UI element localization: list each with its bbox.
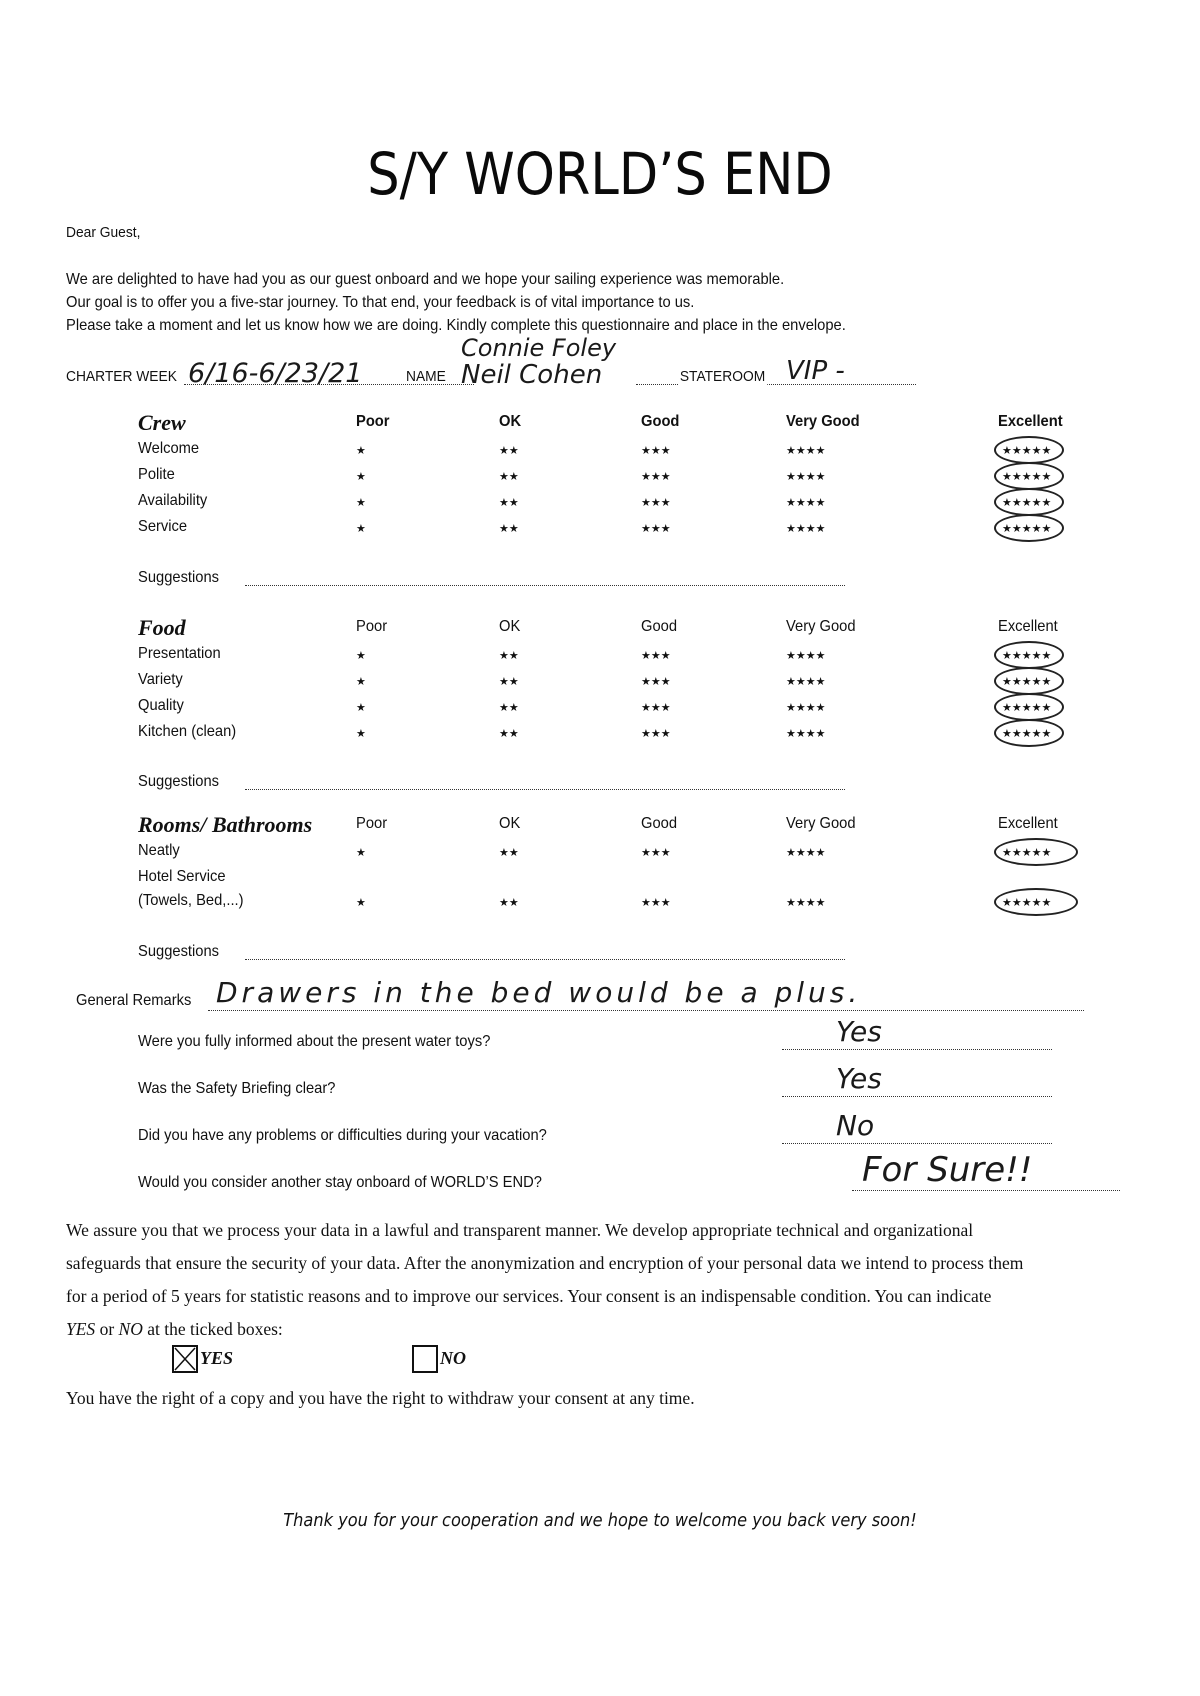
rating-option-3-star[interactable]: ★★★	[641, 650, 671, 662]
charter-week-label: CHARTER WEEK	[66, 368, 177, 385]
privacy-no-word: NO	[118, 1319, 143, 1339]
suggestions-field[interactable]	[245, 945, 845, 960]
suggestions-label: Suggestions	[138, 943, 220, 960]
selected-rating-circle	[994, 436, 1064, 464]
rating-option-2-star[interactable]: ★★	[499, 497, 519, 509]
rating-option-2-star[interactable]: ★★	[499, 676, 519, 688]
rating-option-4-star[interactable]: ★★★★	[786, 897, 826, 909]
privacy-notice	[66, 1214, 1156, 1346]
consent-yes-checkbox[interactable]	[172, 1345, 198, 1373]
general-remarks-label: General Remarks	[76, 992, 192, 1009]
rating-option-4-star[interactable]: ★★★★	[786, 728, 826, 740]
question-text: Were you fully informed about the present water toys?	[138, 1033, 491, 1050]
rating-option-1-star[interactable]: ★	[356, 471, 366, 483]
rating-option-4-star[interactable]: ★★★★	[786, 676, 826, 688]
checkbox-x-icon	[174, 1347, 196, 1371]
thank-you-note: Thank you for your cooperation and we hope to welcome you back very soon!	[283, 1510, 917, 1531]
header-fields	[66, 334, 966, 392]
rating-option-4-star[interactable]: ★★★★	[786, 847, 826, 859]
section-title: Rooms/ Bathrooms	[138, 812, 313, 837]
rating-option-1-star[interactable]: ★	[356, 897, 366, 909]
question-text: Was the Safety Briefing clear?	[138, 1080, 336, 1097]
column-header: Excellent	[998, 815, 1058, 832]
intro-text	[66, 268, 846, 337]
document-title: S/Y WORLD’S END	[367, 140, 833, 208]
rating-option-3-star[interactable]: ★★★	[641, 702, 671, 714]
rating-row-label: Variety	[138, 671, 183, 688]
consent-no-label: NO	[440, 1348, 466, 1368]
general-remarks	[76, 976, 1116, 1016]
column-header: Good	[641, 413, 680, 430]
rights-text: You have the right of a copy and you have the right to withdraw your consent at any time.	[66, 1388, 695, 1408]
charter-week-field[interactable]: 6/16-6/23/21	[188, 358, 363, 389]
rating-option-4-star[interactable]: ★★★★	[786, 702, 826, 714]
question-text: Did you have any problems or difficulties during your vacation?	[138, 1127, 547, 1144]
rating-option-2-star[interactable]: ★★	[499, 847, 519, 859]
rating-option-4-star[interactable]: ★★★★	[786, 497, 826, 509]
selected-rating-circle	[994, 838, 1078, 866]
section-title: Crew	[138, 410, 186, 435]
answer-line	[782, 1082, 1052, 1097]
rating-option-3-star[interactable]: ★★★	[641, 445, 671, 457]
rating-option-3-star[interactable]: ★★★	[641, 676, 671, 688]
answer-field[interactable]: Yes	[836, 1062, 882, 1095]
rating-option-4-star[interactable]: ★★★★	[786, 650, 826, 662]
column-header: OK	[499, 815, 521, 832]
greeting: Dear Guest,	[66, 224, 141, 241]
rating-option-2-star[interactable]: ★★	[499, 523, 519, 535]
rating-option-2-star[interactable]: ★★	[499, 471, 519, 483]
privacy-line-3: for a period of 5 years for statistic reasons and to improve our services. Your consent is an indispensable condition. You can indicate	[66, 1286, 992, 1306]
rating-row-label: Welcome	[138, 440, 200, 457]
rating-option-1-star[interactable]: ★	[356, 445, 366, 457]
rating-option-5-star[interactable]: ★★★★★	[1002, 897, 1052, 909]
selected-rating-circle	[994, 641, 1064, 669]
general-remarks-field[interactable]: Drawers in the bed would be a plus.	[216, 976, 862, 1009]
stateroom-field[interactable]: VIP -	[786, 356, 845, 386]
rating-row-label: Availability	[138, 492, 208, 509]
consent-no-checkbox[interactable]	[412, 1345, 438, 1373]
name-field[interactable]: Neil Cohen	[461, 360, 603, 390]
answer-field[interactable]: No	[836, 1109, 875, 1142]
rating-row-label: Service	[138, 518, 188, 535]
rating-row-label: Presentation	[138, 645, 221, 662]
name-field-above: Connie Foley	[461, 334, 617, 362]
selected-rating-circle	[994, 667, 1064, 695]
rating-option-5-star[interactable]: ★★★★★	[1002, 497, 1052, 509]
rating-option-1-star[interactable]: ★	[356, 728, 366, 740]
rating-option-1-star[interactable]: ★	[356, 523, 366, 535]
rating-option-1-star[interactable]: ★	[356, 497, 366, 509]
rating-option-4-star[interactable]: ★★★★	[786, 471, 826, 483]
rating-row-label: Kitchen (clean)	[138, 723, 237, 740]
answer-field[interactable]: For Sure!!	[862, 1150, 1033, 1190]
suggestions-label: Suggestions	[138, 569, 220, 586]
column-header: Excellent	[998, 413, 1063, 430]
privacy-or-word: or	[95, 1319, 119, 1339]
suggestions-label: Suggestions	[138, 773, 220, 790]
question-text: Would you consider another stay onboard of WORLD’S END?	[138, 1174, 542, 1191]
rating-option-5-star[interactable]: ★★★★★	[1002, 728, 1052, 740]
privacy-line-2: safeguards that ensure the security of your data. After the anonymization and encryption of your personal data we intend to process them	[66, 1253, 1024, 1273]
column-header: Good	[641, 815, 678, 832]
rating-row-label: Hotel Service	[138, 868, 226, 885]
rating-option-3-star[interactable]: ★★★	[641, 497, 671, 509]
column-header: Very Good	[786, 618, 856, 635]
rating-option-3-star[interactable]: ★★★	[641, 471, 671, 483]
consent-yes-label: YES	[200, 1348, 234, 1368]
intro-line-1: We are delighted to have had you as our guest onboard and we hope your sailing experience was memorable.	[66, 271, 785, 288]
suggestions-field[interactable]	[245, 571, 845, 586]
rating-option-3-star[interactable]: ★★★	[641, 728, 671, 740]
stateroom-label: STATEROOM	[679, 368, 766, 385]
rating-option-2-star[interactable]: ★★	[499, 702, 519, 714]
column-header: Poor	[356, 815, 388, 832]
column-header: OK	[499, 618, 521, 635]
privacy-line-4-rest: at the ticked boxes:	[142, 1319, 283, 1339]
selected-rating-circle	[994, 514, 1064, 542]
rating-option-1-star[interactable]: ★	[356, 702, 366, 714]
selected-rating-circle	[994, 719, 1064, 747]
answer-line	[782, 1035, 1052, 1050]
column-header: OK	[499, 413, 522, 430]
column-header: Poor	[356, 413, 390, 430]
rating-option-1-star[interactable]: ★	[356, 650, 366, 662]
selected-rating-circle	[994, 462, 1064, 490]
rating-option-1-star[interactable]: ★	[356, 847, 366, 859]
rating-option-1-star[interactable]: ★	[356, 676, 366, 688]
rating-row-label: Polite	[138, 466, 175, 483]
rating-option-2-star[interactable]: ★★	[499, 728, 519, 740]
selected-rating-circle	[994, 488, 1064, 516]
rating-row-label-2: (Towels, Bed,...)	[138, 892, 244, 909]
rating-option-5-star[interactable]: ★★★★★	[1002, 847, 1052, 859]
column-header: Good	[641, 618, 678, 635]
rating-option-5-star[interactable]: ★★★★★	[1002, 702, 1052, 714]
rating-option-5-star[interactable]: ★★★★★	[1002, 445, 1052, 457]
column-header: Very Good	[786, 815, 856, 832]
intro-line-2: Our goal is to offer you a five-star journey. To that end, your feedback is of vital importance to us.	[66, 294, 695, 311]
rating-option-5-star[interactable]: ★★★★★	[1002, 676, 1052, 688]
rating-row-label: Quality	[138, 697, 184, 714]
rating-option-2-star[interactable]: ★★	[499, 445, 519, 457]
privacy-line-4	[66, 1313, 1156, 1346]
rating-option-5-star[interactable]: ★★★★★	[1002, 650, 1052, 662]
column-header: Very Good	[786, 413, 860, 430]
rating-option-5-star[interactable]: ★★★★★	[1002, 471, 1052, 483]
section-title: Food	[138, 615, 186, 640]
rating-option-4-star[interactable]: ★★★★	[786, 445, 826, 457]
privacy-line-1: We assure you that we process your data in a lawful and transparent manner. We develop appropriate technical and organizational	[66, 1220, 974, 1240]
rating-row-label: Neatly	[138, 842, 180, 859]
intro-line-3: Please take a moment and let us know how we are doing. Kindly complete this questionnaire and place in the envelope.	[66, 317, 846, 334]
rating-option-5-star[interactable]: ★★★★★	[1002, 523, 1052, 535]
rating-option-3-star[interactable]: ★★★	[641, 897, 671, 909]
rating-option-3-star[interactable]: ★★★	[641, 847, 671, 859]
rating-option-4-star[interactable]: ★★★★	[786, 523, 826, 535]
consent-options	[172, 1345, 502, 1375]
suggestions-field[interactable]	[245, 775, 845, 790]
answer-field[interactable]: Yes	[836, 1015, 882, 1048]
answer-line	[782, 1129, 1052, 1144]
selected-rating-circle	[994, 693, 1064, 721]
rating-option-3-star[interactable]: ★★★	[641, 523, 671, 535]
name-label: NAME	[406, 368, 446, 385]
column-header: Poor	[356, 618, 388, 635]
rating-option-2-star[interactable]: ★★	[499, 650, 519, 662]
rating-option-2-star[interactable]: ★★	[499, 897, 519, 909]
column-header: Excellent	[998, 618, 1058, 635]
privacy-yes-word: YES	[66, 1319, 96, 1339]
selected-rating-circle	[994, 888, 1078, 916]
